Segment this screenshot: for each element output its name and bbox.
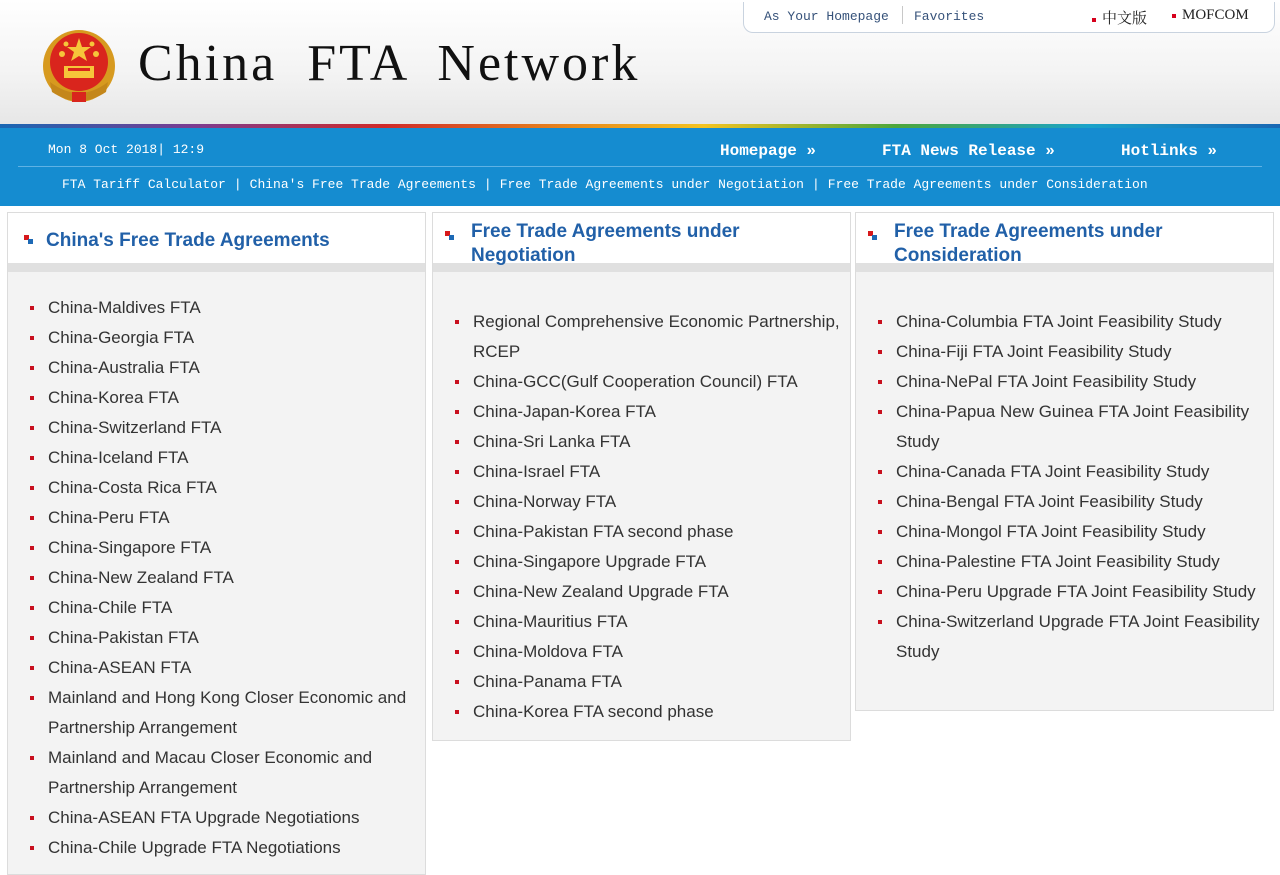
fta-list-item[interactable]: China-Korea FTA: [28, 383, 421, 413]
fta-list-item[interactable]: Regional Comprehensive Economic Partnership, RCEP: [453, 307, 846, 367]
fta-list-item[interactable]: China-Peru FTA: [28, 503, 421, 533]
panel-header: [856, 213, 1273, 272]
fta-list-item[interactable]: China-Moldova FTA: [453, 637, 846, 667]
panel-ftas-consideration: [855, 212, 1274, 711]
top-links-bar: [743, 2, 1275, 33]
panel-title[interactable]: Free Trade Agreements under Consideration: [894, 221, 1163, 266]
panel-title[interactable]: China's Free Trade Agreements: [46, 230, 330, 251]
nav-hotlinks[interactable]: Hotlinks »: [1121, 142, 1218, 160]
fta-list-item[interactable]: China-Korea FTA second phase: [453, 697, 846, 727]
site-header: [0, 0, 1280, 127]
fta-list-item[interactable]: China-Australia FTA: [28, 353, 421, 383]
fta-list-item[interactable]: China-Iceland FTA: [28, 443, 421, 473]
fta-list-item[interactable]: China-Israel FTA: [453, 457, 846, 487]
fta-list-item[interactable]: China-Switzerland FTA: [28, 413, 421, 443]
fta-list-item[interactable]: China-Japan-Korea FTA: [453, 397, 846, 427]
mofcom-link[interactable]: [1172, 7, 1249, 24]
nav-homepage[interactable]: Homepage »: [720, 142, 817, 160]
nav-fta-news-release[interactable]: FTA News Release »: [882, 142, 1055, 160]
sub-nav: [62, 177, 1148, 192]
panel-header: [433, 213, 850, 272]
fta-list-item[interactable]: China-Bengal FTA Joint Feasibility Study: [876, 487, 1269, 517]
panel-title[interactable]: Free Trade Agreements under Negotiation: [471, 221, 740, 266]
fta-list-item[interactable]: China-New Zealand FTA: [28, 563, 421, 593]
chinese-version-label: 中文版: [1102, 11, 1148, 27]
fta-list-item[interactable]: China-GCC(Gulf Cooperation Council) FTA: [453, 367, 846, 397]
fta-list-item[interactable]: China-Papua New Guinea FTA Joint Feasibility Study: [876, 397, 1269, 457]
fta-list-item[interactable]: China-Switzerland Upgrade FTA Joint Feasibility Study: [876, 607, 1269, 667]
fta-list-item[interactable]: China-Costa Rica FTA: [28, 473, 421, 503]
fta-list-item[interactable]: China-NePal FTA Joint Feasibility Study: [876, 367, 1269, 397]
fta-list-item[interactable]: Mainland and Hong Kong Closer Economic and Partnership Arrangement: [28, 683, 421, 743]
fta-list: [876, 307, 1269, 667]
main-nav: [0, 128, 1280, 206]
panel-chinas-ftas: [7, 212, 426, 875]
fta-list-item[interactable]: China-Fiji FTA Joint Feasibility Study: [876, 337, 1269, 367]
fta-list-item[interactable]: China-Mauritius FTA: [453, 607, 846, 637]
fta-list-item[interactable]: China-Maldives FTA: [28, 293, 421, 323]
panel-bullet-icon: [445, 231, 454, 240]
subnav-tariff-calculator[interactable]: FTA Tariff Calculator: [62, 177, 226, 192]
subnav-chinas-ftas[interactable]: China's Free Trade Agreements: [249, 177, 476, 192]
fta-list-item[interactable]: China-Columbia FTA Joint Feasibility Study: [876, 307, 1269, 337]
fta-list-item[interactable]: China-Pakistan FTA: [28, 623, 421, 653]
fta-list-item[interactable]: China-Norway FTA: [453, 487, 846, 517]
fta-list-item[interactable]: China-ASEAN FTA: [28, 653, 421, 683]
subnav-separator: |: [811, 177, 820, 192]
set-homepage-link[interactable]: As Your Homepage: [764, 9, 889, 24]
fta-list: [28, 293, 421, 863]
fta-list-item[interactable]: China-Chile Upgrade FTA Negotiations: [28, 833, 421, 863]
red-bullet-icon: [1172, 14, 1176, 18]
fta-list-item[interactable]: China-New Zealand Upgrade FTA: [453, 577, 846, 607]
subnav-ftas-negotiation[interactable]: Free Trade Agreements under Negotiation: [499, 177, 804, 192]
fta-list-item[interactable]: China-Sri Lanka FTA: [453, 427, 846, 457]
red-bullet-icon: [1092, 18, 1096, 22]
chinese-version-link[interactable]: [1092, 7, 1147, 28]
fta-list-item[interactable]: China-Panama FTA: [453, 667, 846, 697]
favorites-link[interactable]: Favorites: [914, 9, 985, 24]
fta-list-item[interactable]: China-Mongol FTA Joint Feasibility Study: [876, 517, 1269, 547]
fta-list-item[interactable]: China-Peru Upgrade FTA Joint Feasibility Study: [876, 577, 1269, 607]
fta-list: [453, 307, 846, 727]
fta-list-item[interactable]: China-Canada FTA Joint Feasibility Study: [876, 457, 1269, 487]
fta-list-item[interactable]: China-Georgia FTA: [28, 323, 421, 353]
fta-list-item[interactable]: Mainland and Macau Closer Economic and Partnership Arrangement: [28, 743, 421, 803]
nav-divider: [18, 166, 1262, 167]
subnav-separator: |: [233, 177, 242, 192]
top-links-divider: [902, 6, 903, 24]
panel-header: [8, 213, 425, 272]
panel-ftas-negotiation: [432, 212, 851, 741]
current-date: Mon 8 Oct 2018| 12:9: [48, 142, 205, 157]
fta-list-item[interactable]: China-Palestine FTA Joint Feasibility Study: [876, 547, 1269, 577]
panel-bullet-icon: [24, 235, 33, 244]
panel-bullet-icon: [868, 231, 877, 240]
fta-list-item[interactable]: China-Singapore FTA: [28, 533, 421, 563]
subnav-separator: |: [483, 177, 492, 192]
subnav-ftas-consideration[interactable]: Free Trade Agreements under Consideration: [827, 177, 1148, 192]
national-emblem-icon[interactable]: [40, 22, 118, 104]
fta-list-item[interactable]: China-Singapore Upgrade FTA: [453, 547, 846, 577]
mofcom-label: MOFCOM: [1182, 7, 1249, 23]
site-title[interactable]: China FTA Network: [138, 35, 641, 92]
fta-list-item[interactable]: China-Pakistan FTA second phase: [453, 517, 846, 547]
fta-list-item[interactable]: China-Chile FTA: [28, 593, 421, 623]
fta-list-item[interactable]: China-ASEAN FTA Upgrade Negotiations: [28, 803, 421, 833]
